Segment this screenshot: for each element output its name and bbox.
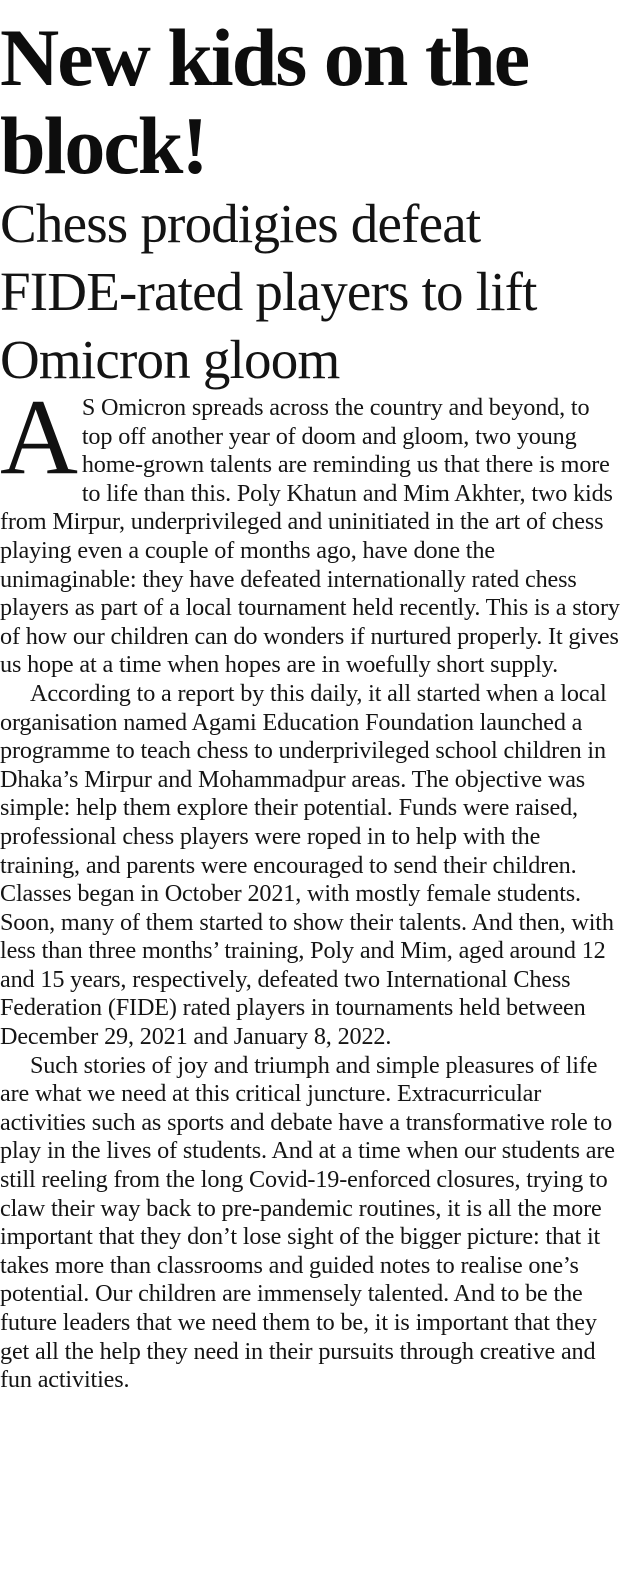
body-paragraph-2: According to a report by this daily, it all started when a local organisation named Agami Education Foundation launched a programme to teach chess to underprivileged school children in Dhaka’s Mirpur and Mohammadpur areas. The objective was simple: help them explore their potential. Funds were raised, professional chess players were roped in to help with the training, and parents were encouraged to send their children. Classes began in October 2021, with mostly female students. Soon, many of them started to show their talents. And then, with less than three months’ training, Poly and Mim, aged around 12 and 15 years, respectively, defeated two International Chess Federation (FIDE) rated players in tournaments held between December 29, 2021 and January 8, 2022.	[0, 679, 614, 1051]
subheadline: Chess prodigies defeat FIDE-rated players to lift Omicron gloom	[0, 193, 537, 390]
drop-cap: A	[0, 378, 78, 497]
body-paragraph-1	[0, 378, 624, 680]
paragraph-1-text: S Omicron spreads across the country and beyond, to top off another year of doom and gloom, two young home-grown talents are reminding us that there is more to life than this. Poly Khatun and Mim Akhter, two kids from Mirpur, underprivileged and uninitiated in the art of chess playing even a couple of months ago, have done the unimaginable: they have defeated internationally rated chess players as part of a local tournament held recently. This is a story of how our children can do wonders if nurtured properly. It gives us hope at a time when hopes are in woefully short supply.	[0, 394, 620, 679]
article-body	[0, 378, 624, 1395]
headline: New kids on the block!	[0, 12, 529, 191]
body-paragraph-3: Such stories of joy and triumph and simple pleasures of life are what we need at this critical juncture. Extracurricular activities such as sports and debate have a transformative role to play in the lives of students. And at a time when our students are still reeling from the long Covid-19-enforced closures, trying to claw their way back to pre-pandemic routines, it is all the more important that they don’t lose sight of the bigger picture: that it takes more than classrooms and guided notes to realise one’s potential. Our children are immensely talented. And to be the future leaders that we need them to be, it is important that they get all the help they need in their pursuits through creative and fun activities.	[0, 1051, 615, 1394]
